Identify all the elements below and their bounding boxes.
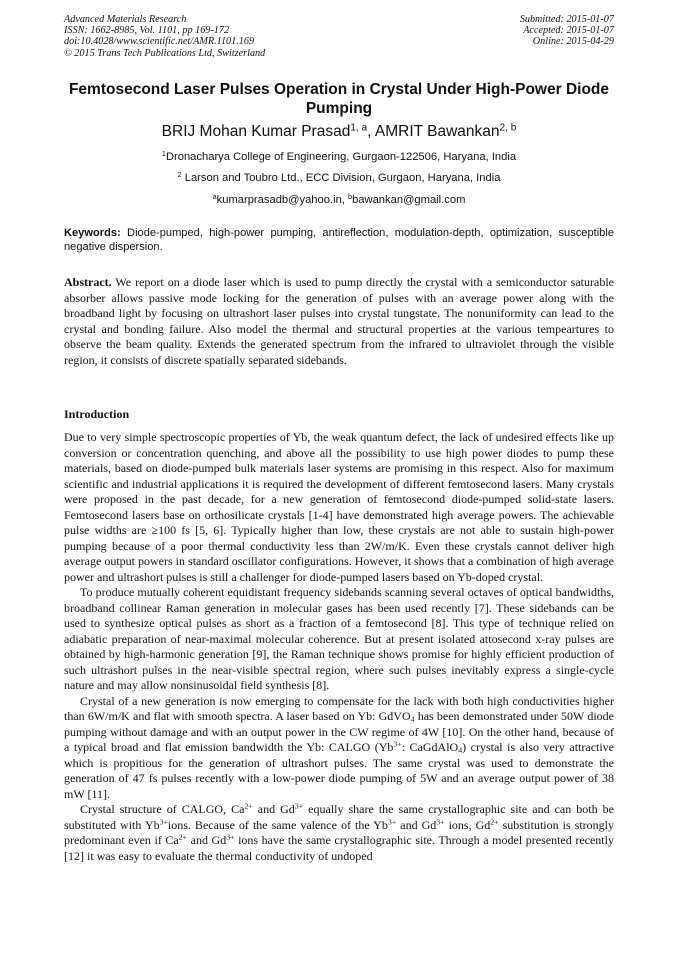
affiliation-2 [64, 171, 614, 185]
p3-text-b: has been demonstrated under 50W diode pumping without damage and with an output power in the CW regime of 4W [10]. On the other hand, because of a typical broad and flat emission bandwidth the Yb: CALGO (Yb [64, 709, 615, 754]
p3-text-d: ) crystal is also very attractive which is propitious for the generation of ultrashort pulses. The same crystal was used to demonstrate the generation of 47 fs pulses recently with a low-power diode pumping of 5W and an average output power of 38 mW [11]. [64, 740, 615, 801]
journal-name: Advanced Materials Research [64, 14, 187, 25]
p4-superscript-8: 3+ [226, 832, 235, 842]
p4-text-a: Crystal structure of CALGO, Ca [80, 802, 245, 816]
p4-text-b: and Gd [252, 802, 295, 816]
author-emails [64, 193, 614, 207]
email-a[interactable]: kumarprasadb@yahoo.in, [216, 194, 349, 206]
intro-paragraph-2: To produce mutually coherent equidistant frequency sidebands scanning several octaves of optical bandwidths, broadband collinear Raman generation in molecular gases has been used recently [7]. These sidebands can be used to synthesize optical pulses as short as a fraction of a femtosecond [8]. This type of technique relied on adiabatic preparation of near-maximal molecular coherence. But at present isolated attosecond x-ray pulses are obtained by high-harmonic generation [9], the Raman technique shows promise for highly efficient production of such ultrashort pulses in the near-visible spectral region, where such pulses inevitably express a single-cycle nature and may allow nonsinusoidal field synthesis [8]. [64, 585, 614, 692]
paper-title: Femtosecond Laser Pulses Operation in Crystal Under High-Power Diode Pumping [68, 81, 610, 117]
affiliation-1-mark: 1 [161, 149, 166, 158]
p3-text-a: Crystal of a new generation is now emerging to compensate for the lack with both high conductivities higher than 6W/m/K and flat with smooth spectra. A laser based on Yb: GdVO [64, 693, 614, 723]
author-2-affil-mark: 2, b [499, 122, 517, 134]
intro-paragraph-4 [64, 802, 614, 864]
email-a-mark: a [212, 192, 217, 201]
p3-subscript-2: 4 [458, 745, 463, 755]
email-b[interactable]: bawankan@gmail.com [352, 194, 466, 206]
keywords-label: Keywords: [64, 227, 121, 239]
introduction-heading: Introduction [64, 407, 130, 421]
p4-superscript-4: 3+ [387, 817, 397, 827]
p4-superscript-3: 3+ [159, 817, 168, 827]
journal-info [64, 14, 265, 59]
accepted-date: Accepted: 2015-01-07 [523, 25, 614, 37]
intro-paragraph-1: Due to very simple spectroscopic properties of Yb, the weak quantum defect, the lack of undesired effects like up conversion or concentration quenching, and above all the possibility to use high power diodes to pump these materials, based on diode-pumped bulk materials laser systems are promising in this respect. Also for maximum scientific and industrial applications it is required the development of different femtosecond lasers. Many crystals were proposed in the past decade, for a new generation of femtosecond diode-pumped solid-state lasers. Femtosecond lasers base on orthosilicate crystals [1-4] have demonstrated high average powers. The achievable pulse widths are ≥100 fs [5, 6]. Typically higher than low, these crystals are not able to sustain high-power pumping because of a poor thermal conductivity less than 2W/m/K. Even these crystals cannot deliver high average output powers in standard oscillator configurations. However, it shows that a combination of high average power and ultrashort pulses is still a challenger for diode-pumped lasers based on Yb-doped crystal. [64, 430, 614, 584]
journal-doi[interactable]: doi:10.4028/www.scientific.net/AMR.1101.169 [64, 36, 255, 48]
keywords-text: Diode-pumped, high-power pumping, antireflection, modulation-depth, optimization, susceptible negative dispersion. [64, 227, 614, 253]
p4-superscript-7: 2+ [178, 832, 188, 842]
author-1-name: BRIJ Mohan Kumar Prasad [161, 123, 351, 140]
p4-text-e: and Gd [396, 817, 437, 832]
copyright: © 2015 Trans Tech Publications Ltd, Switzerland [64, 47, 266, 59]
author-2-name: AMRIT Bawankan [374, 123, 500, 140]
author-1-affil-mark: 1, a [350, 122, 368, 134]
affiliation-1 [64, 150, 614, 164]
keywords-block [64, 226, 614, 254]
affiliation-1-text: Dronacharya College of Engineering, Gurgaon-122506, Haryana, India [165, 151, 517, 163]
p3-subscript-1: 4 [410, 714, 415, 724]
intro-paragraph-3 [64, 694, 614, 803]
p4-superscript-1: 2+ [244, 801, 253, 811]
p4-text-f: ions, Gd [444, 817, 491, 832]
submission-dates [520, 14, 614, 48]
p4-superscript-5: 3+ [436, 817, 445, 827]
online-date: Online: 2015-04-29 [532, 36, 614, 48]
introduction-body [64, 430, 614, 864]
p4-text-c: equally share the same crystallographic site and can both be substituted with Yb [64, 802, 614, 832]
abstract-text: We report on a diode laser which is used to pump directly the crystal with a semiconductor saturable absorber allows passive mode locking for the generation of pulses with an average power along with the broadband light by focusing on ultrashort laser pulses into crystal tungstate. The nonuniformity can lead to the crystal and bonding failure. Also model the thermal and structural properties at the various tempeartures to observe the beam quality. Extends the generated spectrum from the infrared to ultraviolet through the visible region, it consists of discrete spatially separated sidebands. [64, 275, 614, 367]
p3-superscript-1: 3+ [393, 739, 402, 749]
author-separator: , [367, 123, 375, 140]
p4-text-h: and Gd [187, 833, 227, 847]
abstract-block [64, 275, 614, 368]
p4-superscript-6: 2+ [490, 817, 499, 827]
submitted-date: Submitted: 2015-01-07 [519, 14, 614, 25]
email-b-mark: b [348, 192, 353, 201]
p3-text-c: : CaGdAlO [401, 740, 459, 754]
author-list [64, 122, 614, 141]
abstract-label: Abstract. [64, 275, 112, 289]
p4-text-g: substitution is strongly predominant even if Ca [64, 817, 614, 847]
journal-issn: ISSN: 1662-8985, Vol. 1101, pp 169-172 [64, 25, 230, 37]
p4-text-i: ions have the same crystallographic site. Through a model presented recently [12] it was easy to evaluate the thermal conductivity of undoped [64, 833, 614, 863]
p4-text-d: ions. Because of the same valence of the Yb [167, 817, 388, 832]
p4-superscript-2: 3+ [294, 801, 304, 811]
affiliation-2-mark: 2 [177, 170, 182, 179]
affiliation-2-text: Larson and Toubro Ltd., ECC Division, Gurgaon, Haryana, India [181, 172, 501, 184]
